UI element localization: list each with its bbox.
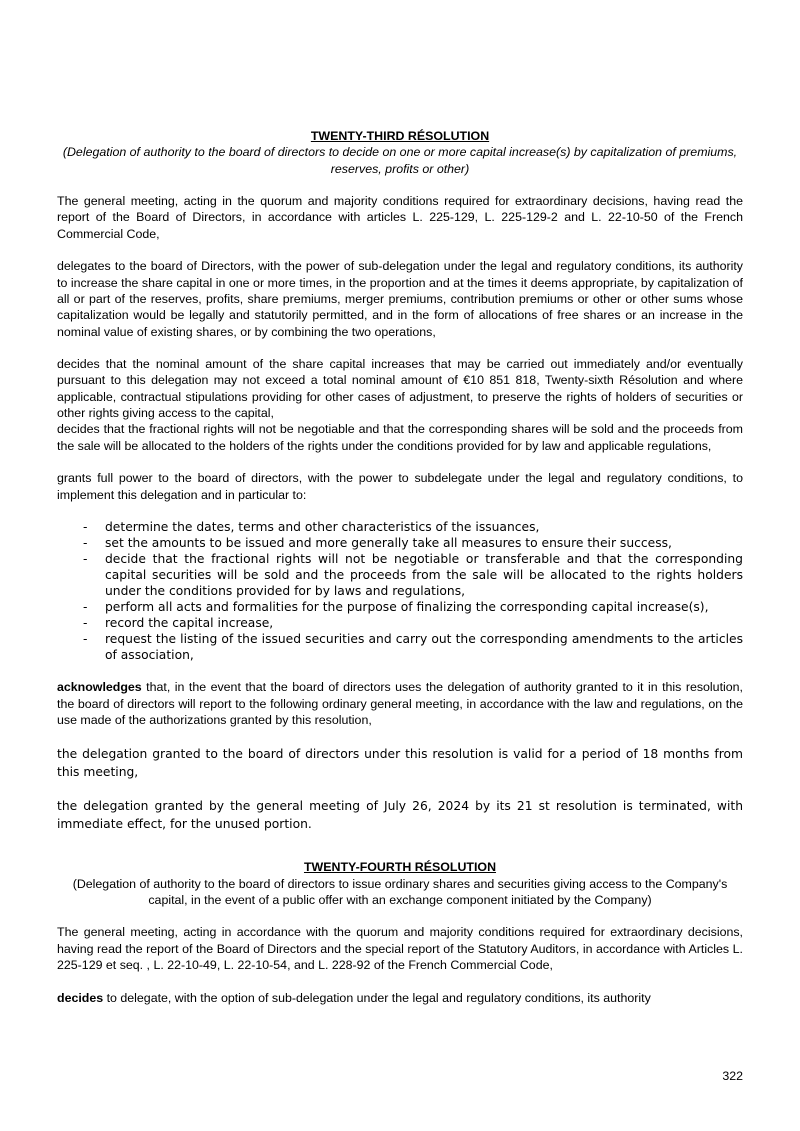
resolution-24-paragraph-2 <box>57 990 743 1006</box>
resolution-24-subtitle: (Delegation of authority to the board of directors to issue ordinary shares and securities giving access to the Company's capital, in the event of a public offer with an exchange component initiated by the Company) <box>72 876 728 907</box>
resolution-23-paragraph-5: grants full power to the board of directors, with the power to subdelegate under the legal and regulatory conditions, to implement this delegation and in particular to: <box>57 471 743 502</box>
resolution-24-title: TWENTY-FOURTH RÉSOLUTION <box>303 860 497 875</box>
list-item: - decide that the fractional rights will not be negotiable or transferable and that the corresponding capital securities will be sold and the proceeds from the sale will be allocated to the rights holders under the conditions provided for by laws and regulations, <box>83 551 743 599</box>
list-item: - determine the dates, terms and other characteristics of the issuances, <box>83 519 743 535</box>
resolution-23-paragraph-4: decides that the fractional rights will not be negotiable and that the corresponding shares will be sold and the proceeds from the sale will be allocated to the holders of the rights under the conditions provided for by law and applicable regulations, <box>57 422 743 453</box>
resolution-23-subtitle: (Delegation of authority to the board of directors to decide on one or more capital increase(s) by capitalization of premiums, reserves, profits or other) <box>62 145 738 176</box>
paragraph-text: that, in the event that the board of directors uses the delegation of authority granted to it in this resolution, the board of directors will report to the following ordinary general meeting, in accordance with the law and regulations, on the use made of the authorizations granted by this resolution, <box>57 680 743 728</box>
resolution-23-paragraph-1: The general meeting, acting in the quorum and majority conditions required for extraordinary decisions, having read the report of the Board of Directors, in accordance with articles L. 225-129, L. 225-129-2 and L. 22-10-50 of the French Commercial Code, <box>57 194 743 241</box>
acknowledges-keyword: acknowledges <box>57 680 142 695</box>
resolution-23-title: TWENTY-THIRD RÉSOLUTION <box>310 129 490 143</box>
resolution-23-paragraph-2: delegates to the board of Directors, with the power of sub-delegation under the legal and regulatory conditions, its authority to increase the share capital in one or more times, in the proportion and at the times it deems appropriate, by capitalization of all or part of the reserves, profits, share premiums, merger premiums, contribution premiums or other or other sums whose capitalization would be legally and statutorily permitted, and in the form of allocations of free shares or an increase in the nominal value of existing shares, or by combining the two operations, <box>57 259 743 339</box>
decides-keyword: decides <box>57 990 104 1005</box>
list-item: - set the amounts to be issued and more generally take all measures to ensure their success, <box>83 535 743 551</box>
page-number: 322 <box>722 1069 743 1083</box>
paragraph-text: to delegate, with the option of sub-delegation under the legal and regulatory conditions, its authority <box>103 990 651 1005</box>
resolution-23-paragraph-6 <box>57 679 743 728</box>
resolution-23-paragraph-7: the delegation granted to the board of directors under this resolution is valid for a period of 18 months from this meeting, <box>57 746 743 779</box>
resolution-23-paragraph-3: decides that the nominal amount of the share capital increases that may be carried out immediately and/or eventually pursuant to this delegation may not exceed a total nominal amount of €10 851 818, Twenty-sixth Résolution and where applicable, contractual stipulations providing for other cases of adjustment, to preserve the rights of holders of securities or other rights giving access to the capital, <box>57 357 743 421</box>
list-item: - request the listing of the issued securities and carry out the corresponding amendments to the articles of association, <box>83 631 743 663</box>
document-page <box>57 128 743 1006</box>
resolution-23-paragraph-8: the delegation granted by the general meeting of July 26, 2024 by its 21 st resolution is terminated, with immediate effect, for the unused portion. <box>57 798 743 831</box>
powers-list <box>57 519 743 663</box>
resolution-24-paragraph-1: The general meeting, acting in accordance with the quorum and majority conditions required for extraordinary decisions, having read the report of the Board of Directors and the special report of the Statutory Auditors, in accordance with Articles L. 225-129 et seq. , L. 22-10-49, L. 22-10-54, and L. 228-92 of the French Commercial Code, <box>57 925 743 972</box>
list-item: - perform all acts and formalities for the purpose of finalizing the corresponding capital increase(s), <box>83 599 743 615</box>
list-item: - record the capital increase, <box>83 615 743 631</box>
